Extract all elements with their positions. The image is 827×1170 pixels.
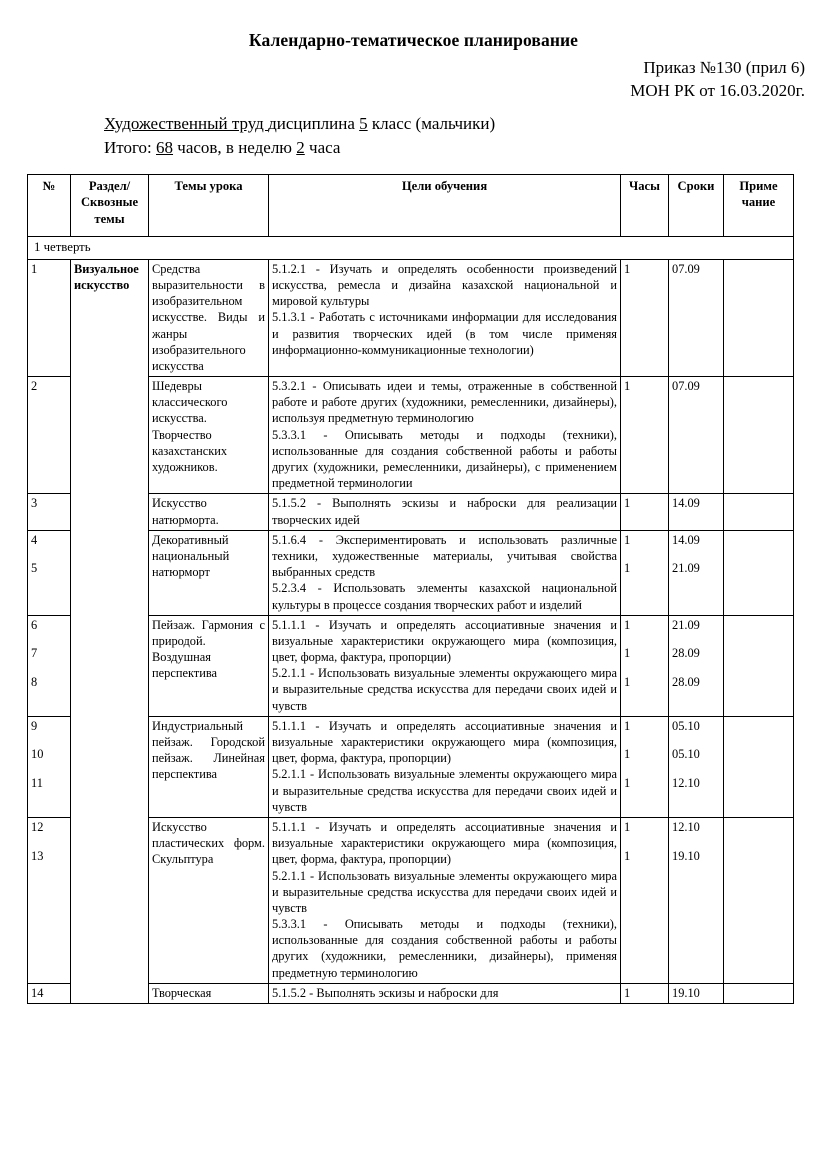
stack-value: 28.09 <box>672 646 700 661</box>
total-middle-label: часов, в неделю <box>173 138 297 158</box>
stack-value: 1 <box>624 261 631 276</box>
cell-dates <box>669 530 724 615</box>
header-num: № <box>28 175 71 237</box>
stack-spacer <box>31 633 67 645</box>
learning-goal: 5.1.6.4 - Экспериментировать и использовать различные техники, художественные материалы, учитывая свойства выбранных средств <box>272 532 617 580</box>
learning-goal: 5.2.3.4 - Использовать элементы казахской национальной культуры в процессе создания творческих работ и изделий <box>272 581 617 612</box>
subject-name: Художественный труд <box>104 113 269 133</box>
cell-hours <box>621 377 669 494</box>
learning-goal: 5.1.5.2 - Выполнять эскизы и наброски для реализации творческих идей <box>272 496 617 527</box>
stack-spacer <box>31 734 67 746</box>
cell-dates <box>669 377 724 494</box>
learning-goal: 5.3.3.1 - Описывать методы и подходы (техники), использованные для создания собственной работы и работы других (художники, ремесленники, дизайнеры), с применением предметной терминологии <box>272 427 617 491</box>
stack-value: 14 <box>31 985 44 1000</box>
learning-goal: 5.1.1.1 - Изучать и определять ассоциативные значения и визуальные характеристики окружающего мира (композиция, цвет, форма, фактура, пропорции) <box>272 617 617 665</box>
cell-hours <box>621 259 669 376</box>
header-theme: Темы урока <box>149 175 269 237</box>
cell-dates <box>669 983 724 1003</box>
cell-lesson-theme: Шедевры классического искусства. Творчество казахстанских художников. <box>149 377 269 494</box>
stack-value: 14.09 <box>672 496 700 511</box>
cell-hours <box>621 494 669 530</box>
cell-dates <box>669 615 724 716</box>
header-section-line3: темы <box>94 211 125 226</box>
cell-learning-goals <box>269 983 621 1003</box>
stack-value: 1 <box>624 646 631 661</box>
learning-goal: 5.3.2.1 - Описывать идеи и темы, отраженные в собственной работе и работе других (художники, ремесленники, дизайнеры), используя предметную терминологию <box>272 379 617 426</box>
cell-hours <box>621 716 669 817</box>
stack-value: 19.10 <box>672 848 700 863</box>
stack-value: 1 <box>624 496 631 511</box>
cell-lesson-theme: Индустриальный пейзаж. Городской пейзаж. Линейная перспектива <box>149 716 269 817</box>
cell-lesson-theme: Искусство пластических форм. Скульптура <box>149 817 269 983</box>
stack-value: 1 <box>624 379 631 394</box>
cell-lesson-number <box>28 377 71 494</box>
cell-lesson-theme: Декоративный национальный натюрморт <box>149 530 269 615</box>
learning-goal: 5.2.1.1 - Использовать визуальные элементы окружающего мира и выразительные средства искусства для передачи своих идей и чувств <box>272 666 617 713</box>
subject-line <box>104 112 813 137</box>
learning-goal: 5.2.1.1 - Использовать визуальные элементы окружающего мира и выразительные средства искусства для передачи своих идей и чувств <box>272 868 617 915</box>
cell-hours <box>621 530 669 615</box>
cell-note <box>724 817 794 983</box>
cell-dates <box>669 494 724 530</box>
stack-value: 1 <box>624 561 631 576</box>
header-note-line2: чание <box>741 195 776 210</box>
learning-goal: 5.1.3.1 - Работать с источниками информации для исследования и развития творческих идей (в том числе применяя информационно-коммуникационные технологии) <box>272 310 617 357</box>
cell-hours <box>621 817 669 983</box>
header-goals: Цели обучения <box>269 175 621 237</box>
cell-lesson-theme: Средства выразительности в изобразительном искусстве. Виды и жанры изобразительного искусства <box>149 259 269 376</box>
stack-value: 8 <box>31 674 38 689</box>
cell-lesson-theme: Творческая <box>149 983 269 1003</box>
learning-goal: 5.3.3.1 - Описывать методы и подходы (техники), использованные для создания собственной работы и работы других (художники, ремесленники, дизайнеры), применяя предметную терминологию <box>272 917 617 980</box>
stack-spacer <box>672 548 720 560</box>
header-dates: Сроки <box>669 175 724 237</box>
cell-learning-goals <box>269 817 621 983</box>
stack-value: 05.10 <box>672 747 700 762</box>
cell-lesson-number <box>28 716 71 817</box>
stack-spacer <box>624 548 665 560</box>
cell-note <box>724 716 794 817</box>
stack-spacer <box>672 633 720 645</box>
cell-learning-goals <box>269 259 621 376</box>
stack-value: 3 <box>31 496 38 511</box>
cell-section-name: Визуальное искусство <box>71 259 149 1003</box>
cell-note <box>724 615 794 716</box>
grade-value: 5 <box>359 113 368 133</box>
stack-value: 12.10 <box>672 775 700 790</box>
planning-table-wrapper <box>0 174 827 1004</box>
learning-goal: 5.1.2.1 - Изучать и определять особенности произведений искусства, ремесла и дизайна казахской национальной и мировой культуры <box>272 261 617 309</box>
cell-lesson-number <box>28 259 71 376</box>
subject-discipline-word: дисциплина <box>268 113 360 133</box>
header-note <box>724 175 794 237</box>
learning-goal: 5.1.1.1 - Изучать и определять ассоциативные значения и визуальные характеристики окружающего мира (композиция, цвет, форма, фактура, пропорции) <box>272 819 617 867</box>
stack-spacer <box>31 835 67 847</box>
learning-goal: 5.2.1.1 - Использовать визуальные элементы окружающего мира и выразительные средства искусства для передачи своих идей и чувств <box>272 767 617 814</box>
cell-lesson-number <box>28 817 71 983</box>
stack-value: 07.09 <box>672 379 700 394</box>
stack-value: 11 <box>31 775 43 790</box>
stack-value: 1 <box>624 718 631 733</box>
stack-value: 1 <box>624 775 631 790</box>
stack-value: 1 <box>624 747 631 762</box>
cell-learning-goals <box>269 615 621 716</box>
stack-value: 1 <box>624 819 631 834</box>
stack-value: 1 <box>624 674 631 689</box>
quarter-heading-row <box>28 237 794 260</box>
stack-spacer <box>624 633 665 645</box>
table-header <box>28 175 794 237</box>
cell-hours <box>621 615 669 716</box>
stack-value: 1 <box>624 985 631 1000</box>
cell-lesson-theme: Пейзаж. Гармония с природой. Воздушная перспектива <box>149 615 269 716</box>
cell-lesson-theme: Искусство натюрморта. <box>149 494 269 530</box>
stack-value: 5 <box>31 561 38 576</box>
stack-value: 2 <box>31 379 38 394</box>
stack-spacer <box>624 763 665 775</box>
stack-value: 1 <box>624 848 631 863</box>
table-row <box>28 259 794 376</box>
hours-line <box>104 136 813 161</box>
cell-dates <box>669 259 724 376</box>
header-section-line1: Раздел/ <box>88 179 131 194</box>
stack-value: 4 <box>31 532 38 547</box>
document-header <box>0 0 827 161</box>
cell-note <box>724 494 794 530</box>
stack-spacer <box>31 661 67 673</box>
cell-hours <box>621 983 669 1003</box>
page-title: Календарно-тематическое планирование <box>248 30 579 50</box>
stack-value: 28.09 <box>672 674 700 689</box>
stack-value: 12.10 <box>672 819 700 834</box>
learning-goal: 5.1.5.2 - Выполнять эскизы и наброски для <box>272 985 499 1000</box>
stack-spacer <box>31 548 67 560</box>
total-prefix-label: Итого: <box>104 138 157 158</box>
header-note-line1: Приме <box>739 179 778 194</box>
table-body <box>28 237 794 1004</box>
header-section <box>71 175 149 237</box>
stack-value: 1 <box>624 532 631 547</box>
quarter-label: 1 четверть <box>28 237 794 260</box>
order-number-line: Приказ №130 (прил 6) <box>643 57 805 77</box>
cell-dates <box>669 716 724 817</box>
cell-lesson-number <box>28 494 71 530</box>
subject-summary <box>14 112 813 161</box>
cell-note <box>724 377 794 494</box>
learning-goal: 5.1.1.1 - Изучать и определять ассоциативные значения и визуальные характеристики окружающего мира (композиция, цвет, форма, фактура, пропорции) <box>272 718 617 766</box>
planning-table <box>27 174 794 1004</box>
stack-value: 10 <box>31 747 44 762</box>
stack-spacer <box>624 661 665 673</box>
cell-lesson-number <box>28 615 71 716</box>
header-section-line2: Сквозные <box>80 195 139 210</box>
subject-class-suffix: класс (мальчики) <box>367 113 496 133</box>
stack-value: 1 <box>31 261 38 276</box>
stack-spacer <box>624 734 665 746</box>
stack-spacer <box>672 763 720 775</box>
stack-value: 19.10 <box>672 985 700 1000</box>
stack-value: 12 <box>31 819 44 834</box>
stack-value: 9 <box>31 718 38 733</box>
total-suffix-label: часа <box>304 138 341 158</box>
cell-learning-goals <box>269 530 621 615</box>
cell-learning-goals <box>269 377 621 494</box>
cell-note <box>724 983 794 1003</box>
stack-value: 21.09 <box>672 561 700 576</box>
weekly-hours-value: 2 <box>296 138 305 158</box>
total-hours-value: 68 <box>156 138 174 158</box>
cell-note <box>724 530 794 615</box>
cell-lesson-number <box>28 983 71 1003</box>
stack-value: 7 <box>31 646 38 661</box>
stack-spacer <box>672 661 720 673</box>
cell-learning-goals <box>269 716 621 817</box>
stack-value: 14.09 <box>672 532 700 547</box>
cell-note <box>724 259 794 376</box>
order-reference <box>14 56 813 103</box>
cell-lesson-number <box>28 530 71 615</box>
stack-spacer <box>624 835 665 847</box>
stack-value: 07.09 <box>672 261 700 276</box>
cell-learning-goals <box>269 494 621 530</box>
order-ministry-line: МОН РК от 16.03.2020г. <box>630 81 805 101</box>
stack-spacer <box>672 835 720 847</box>
header-hours: Часы <box>621 175 669 237</box>
table-header-row <box>28 175 794 237</box>
stack-spacer <box>672 734 720 746</box>
stack-value: 1 <box>624 617 631 632</box>
cell-dates <box>669 817 724 983</box>
stack-value: 21.09 <box>672 617 700 632</box>
stack-spacer <box>31 763 67 775</box>
stack-value: 05.10 <box>672 718 700 733</box>
stack-value: 13 <box>31 848 44 863</box>
stack-value: 6 <box>31 617 38 632</box>
